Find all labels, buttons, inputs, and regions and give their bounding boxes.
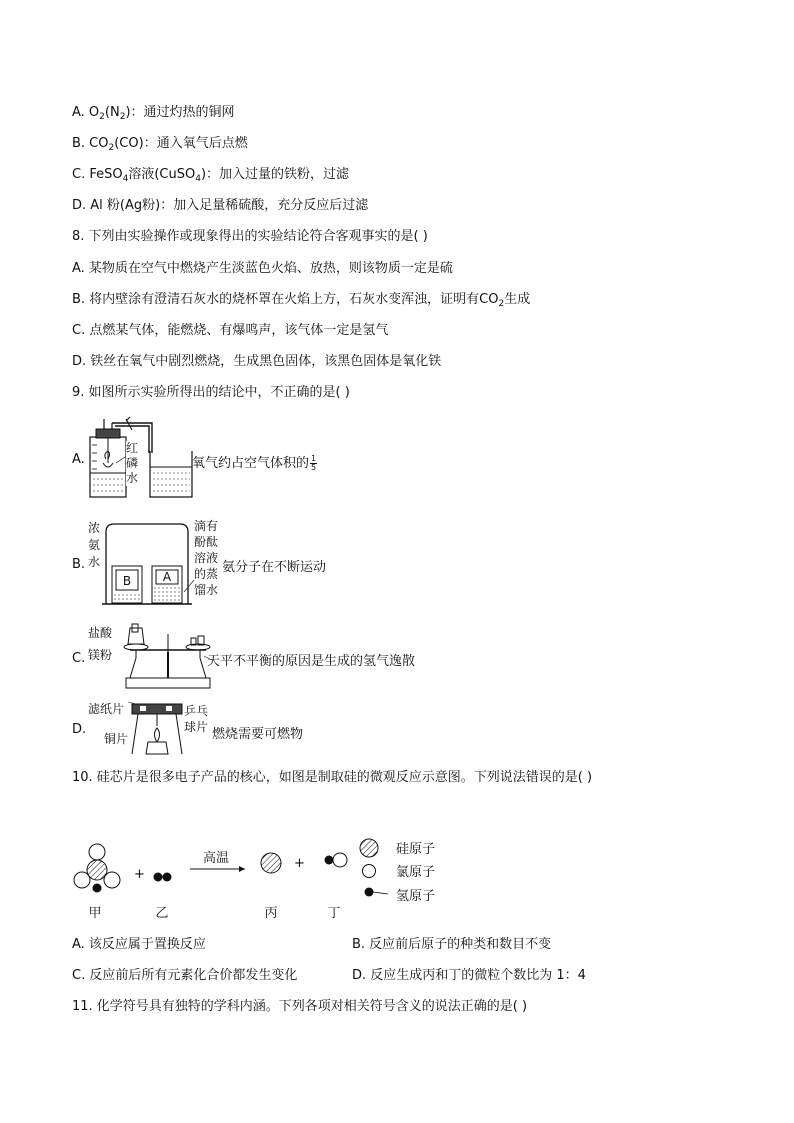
q10-option-a: A. 该反应属于置换反应 (72, 937, 206, 952)
q9-d-label-pingpong (184, 703, 208, 735)
fraction-numerator: 1 (311, 454, 317, 463)
name-yi: 乙 (155, 906, 169, 921)
q7-a-text: )：通过灼热的铜网 (125, 105, 235, 120)
label-concentrated: 浓 (88, 521, 101, 535)
q7-a-text: A. O (72, 105, 100, 120)
legend-silicon: 硅原子 (396, 842, 436, 857)
q8-option-a: A. 某物质在空气中燃烧产生淡蓝色火焰、放热，则该物质一定是硫 (72, 261, 453, 276)
q7-b-text: B. CO (72, 136, 109, 151)
beaker-a-label: A (162, 570, 172, 584)
legend-hydrogen: 氢原子 (396, 889, 436, 904)
hydrogen-atom (93, 884, 102, 893)
q7-option-c (72, 166, 349, 184)
subscript: 2 (498, 299, 505, 309)
red-phosphorus-apparatus-figure (84, 415, 199, 500)
q9-d-label-filter-paper: 滤纸片 (88, 702, 125, 716)
q8-option-b (72, 291, 530, 309)
label-line: 乒乓 (184, 704, 209, 718)
plus-sign: + (134, 867, 145, 882)
q9-d-letter: D. (72, 722, 87, 737)
q9-c-label-acid: 盐酸 (88, 626, 113, 640)
q7-c-text: 溶液(CuSO (128, 167, 196, 182)
q11-stem: 11. 化学符号具有独特的学科内涵。下列各项对相关符号含义的说法正确的是( ) (72, 999, 528, 1014)
legend-silicon-icon (360, 839, 378, 857)
subscript: 2 (99, 112, 105, 122)
q8-b-text: 生成 (504, 292, 531, 307)
name-bing: 丙 (264, 906, 278, 921)
label-line: 溶液 (194, 551, 219, 565)
reaction-condition: 高温 (202, 851, 230, 866)
q10-option-b: B. 反应前后原子的种类和数目不变 (352, 937, 552, 952)
q7-b-text: (CO)：通入氧气后点燃 (114, 136, 248, 151)
name-jia: 甲 (88, 906, 102, 921)
q9-b-right-labels (194, 518, 218, 598)
q7-option-a (72, 104, 235, 122)
q9-b-conclusion: 氨分子在不断运动 (222, 560, 327, 575)
q9-c-conclusion: 天平不平衡的原因是生成的氢气逸散 (207, 654, 416, 669)
q9-c-label-magnesium: 镁粉 (88, 648, 113, 662)
q9-a-conclusion (192, 452, 317, 472)
label-line: 球片 (184, 720, 209, 734)
subscript: 2 (119, 112, 126, 122)
hydrogen-atom (163, 873, 172, 882)
label-water: 水 (88, 555, 101, 569)
label-line: 的蒸 (194, 567, 219, 581)
balance-figure (116, 622, 216, 692)
q9-d-conclusion: 燃烧需要可燃物 (212, 727, 304, 742)
label-red: 红 (126, 441, 139, 455)
chlorine-atom (89, 844, 105, 860)
q7-c-text: C. FeSO (72, 167, 123, 182)
label-phosphorus: 磷 (126, 456, 139, 470)
label-line: 馏水 (194, 583, 219, 597)
ammonia-diffusion-figure (100, 518, 195, 608)
label-ammonia: 氨 (88, 538, 101, 552)
subscript: 4 (195, 174, 201, 184)
hydrogen-atom (154, 873, 163, 882)
q9-a-labels (126, 441, 138, 486)
label-line: 滴有 (194, 519, 219, 533)
label-water: 水 (126, 471, 139, 485)
q10-option-c: C. 反应前后所有元素化合价都发生变化 (72, 968, 298, 983)
q7-c-text: )：加入过量的铁粉，过滤 (200, 167, 350, 182)
q8-stem: 8. 下列由实验操作或现象得出的实验结论符合客观事实的是( ) (72, 229, 428, 244)
legend-chlorine-icon (363, 865, 376, 878)
q10-option-d: D. 反应生成丙和丁的微粒个数比为 1：4 (352, 968, 586, 983)
q7-option-b (72, 135, 248, 153)
q10-stem: 10. 硅芯片是很多电子产品的核心，如图是制取硅的微观反应示意图。下列说法错误的是( ) (72, 770, 593, 785)
fraction-one-fifth (310, 455, 317, 472)
q8-b-text: B. 将内壁涂有澄清石灰水的烧杯罩在火焰上方，石灰水变浑浊，证明有CO (72, 292, 499, 307)
silicon-atom (261, 853, 281, 873)
silicon-reaction-diagram (70, 830, 450, 922)
subscript: 4 (122, 174, 129, 184)
silicon-atom (87, 860, 107, 880)
q9-a-letter: A. (72, 452, 85, 467)
q7-option-d: D. Al 粉(Ag粉)：加入足量稀硫酸，充分反应后过滤 (72, 198, 369, 213)
legend-chlorine: 氯原子 (396, 865, 436, 880)
q9-c-letter: C. (72, 651, 86, 666)
q7-a-text: (N (104, 105, 120, 120)
q9-b-left-labels (88, 520, 100, 571)
q9-stem: 9. 如图所示实验所得出的结论中，不正确的是( ) (72, 385, 350, 400)
q8-option-c: C. 点燃某气体，能燃烧、有爆鸣声，该气体一定是氢气 (72, 323, 389, 338)
subscript: 2 (108, 143, 115, 153)
chlorine-atom (333, 853, 347, 867)
q9-a-conclusion-text: 氧气约占空气体积的 (192, 456, 310, 471)
q9-b-letter: B. (72, 557, 86, 572)
combustion-condition-figure (126, 698, 188, 758)
beaker-b-label: B (122, 574, 132, 588)
fraction-denominator: 5 (311, 463, 317, 472)
hydrogen-atom (325, 856, 334, 865)
plus-sign: + (294, 856, 305, 871)
name-ding: 丁 (327, 906, 341, 921)
label-line: 酚酞 (194, 535, 219, 549)
q8-option-d: D. 铁丝在氧气中剧烈燃烧，生成黑色固体，该黑色固体是氧化铁 (72, 354, 442, 369)
legend-hydrogen-icon (365, 888, 374, 897)
q9-d-label-copper: 铜片 (104, 732, 129, 746)
